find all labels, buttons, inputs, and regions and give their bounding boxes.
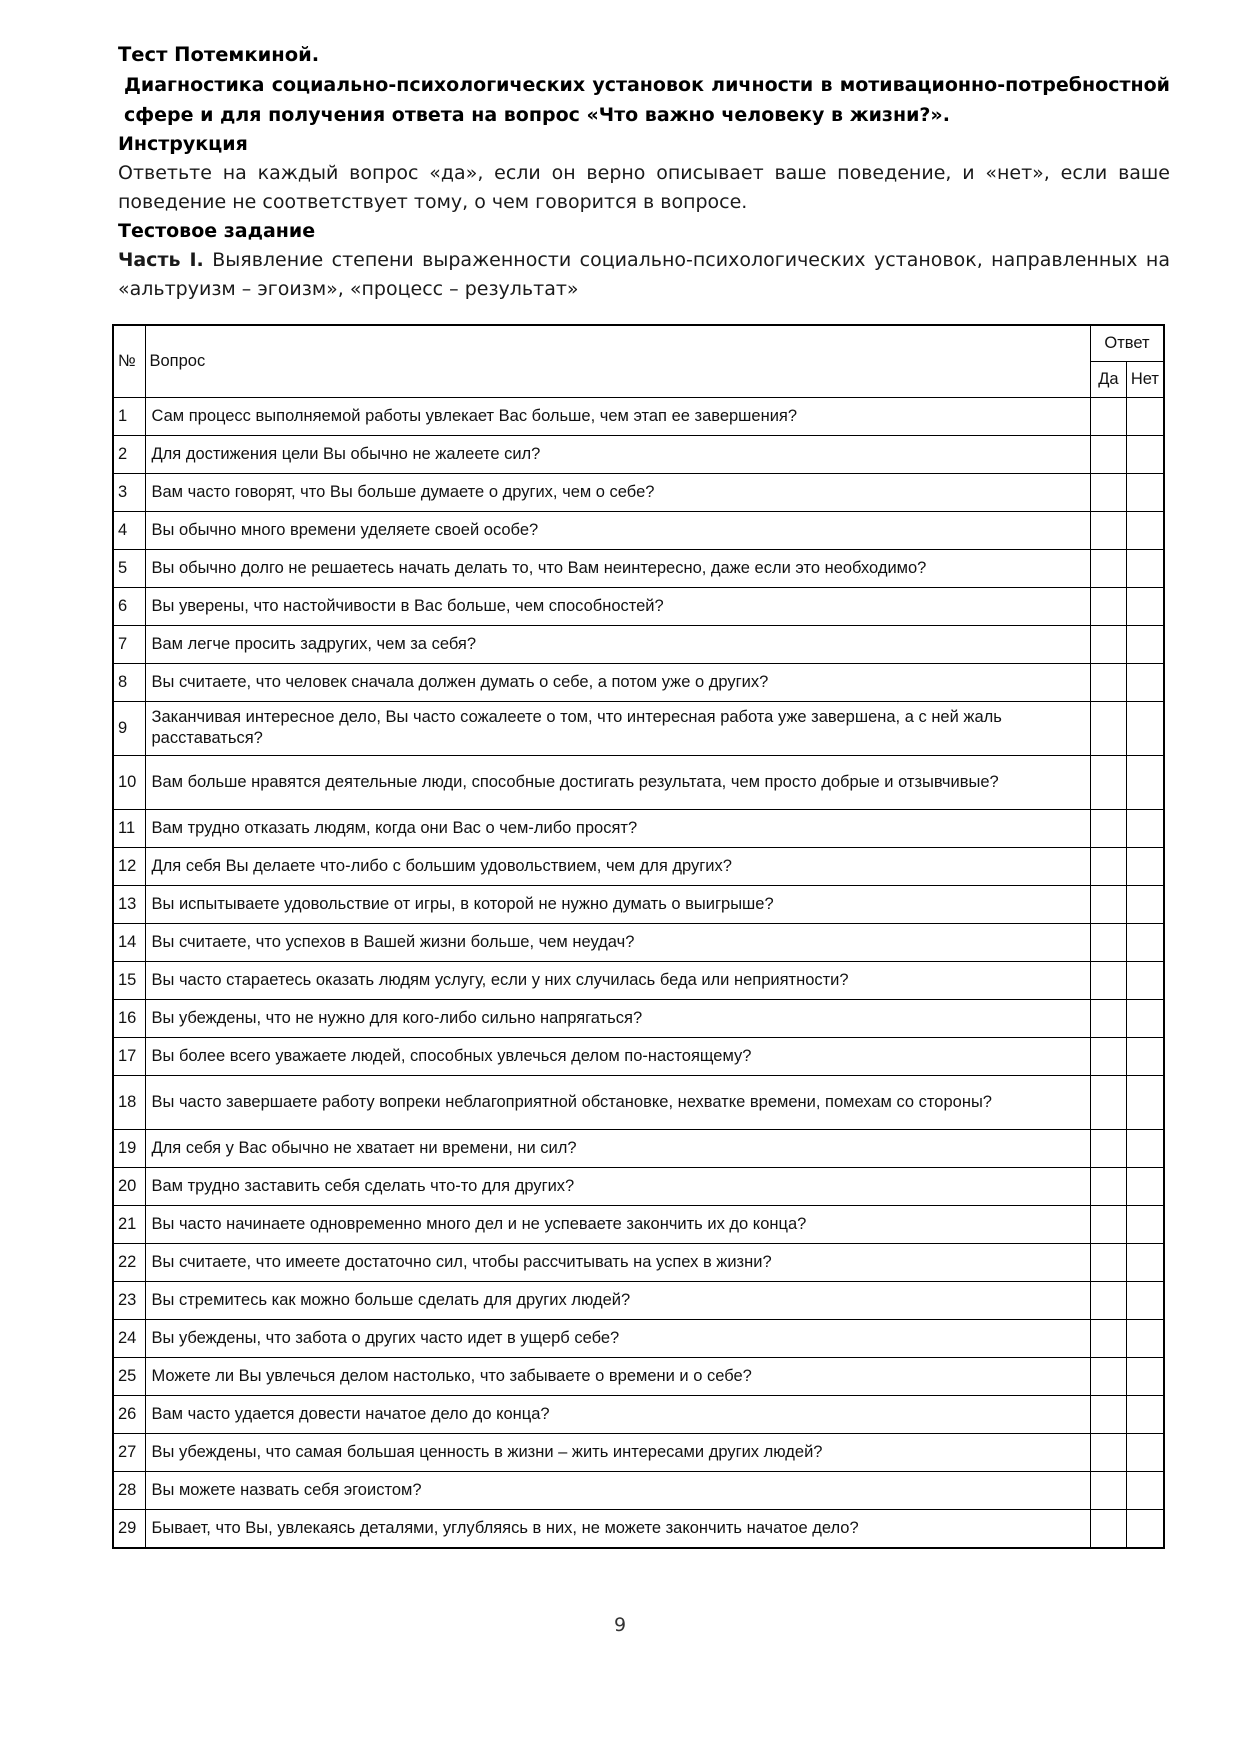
answer-no-cell[interactable] xyxy=(1126,809,1164,847)
answer-yes-cell[interactable] xyxy=(1090,1205,1126,1243)
table-row xyxy=(113,1075,1164,1129)
answer-no-cell[interactable] xyxy=(1126,473,1164,511)
answer-yes-cell[interactable] xyxy=(1090,1129,1126,1167)
table-row xyxy=(113,1395,1164,1433)
table-row xyxy=(113,625,1164,663)
question-number: 22 xyxy=(113,1243,145,1281)
answer-yes-cell[interactable] xyxy=(1090,809,1126,847)
table-row xyxy=(113,1281,1164,1319)
answer-yes-cell[interactable] xyxy=(1090,1509,1126,1548)
question-number: 27 xyxy=(113,1433,145,1471)
question-text: Вам трудно отказать людям, когда они Вас о чем-либо просят? xyxy=(145,809,1090,847)
question-number: 1 xyxy=(113,397,145,435)
answer-yes-cell[interactable] xyxy=(1090,1319,1126,1357)
table-row xyxy=(113,755,1164,809)
answer-no-cell[interactable] xyxy=(1126,885,1164,923)
question-text: Бывает, что Вы, увлекаясь деталями, углубляясь в них, не можете закончить начатое дело? xyxy=(145,1509,1090,1548)
question-number: 20 xyxy=(113,1167,145,1205)
answer-yes-cell[interactable] xyxy=(1090,1075,1126,1129)
table-row xyxy=(113,1037,1164,1075)
answer-yes-cell[interactable] xyxy=(1090,511,1126,549)
part-text: Выявление степени выраженности социально-психологических установок, направленных на «альтруизм – эгоизм», «процесс – результат» xyxy=(118,249,1170,300)
answer-yes-cell[interactable] xyxy=(1090,1167,1126,1205)
table-row xyxy=(113,1243,1164,1281)
question-number: 26 xyxy=(113,1395,145,1433)
question-number: 4 xyxy=(113,511,145,549)
question-number: 3 xyxy=(113,473,145,511)
question-number: 21 xyxy=(113,1205,145,1243)
question-text: Вам трудно заставить себя сделать что-то для других? xyxy=(145,1167,1090,1205)
answer-no-cell[interactable] xyxy=(1126,1037,1164,1075)
question-text: Сам процесс выполняемой работы увлекает Вас больше, чем этап ее завершения? xyxy=(145,397,1090,435)
question-text: Для себя Вы делаете что-либо с большим удовольствием, чем для других? xyxy=(145,847,1090,885)
table-row xyxy=(113,663,1164,701)
answer-no-cell[interactable] xyxy=(1126,701,1164,755)
question-text: Вы часто завершаете работу вопреки неблагоприятной обстановке, нехватке времени, помехам со стороны? xyxy=(145,1075,1090,1129)
document-header xyxy=(118,40,1170,304)
question-number: 18 xyxy=(113,1075,145,1129)
question-text: Для достижения цели Вы обычно не жалеете сил? xyxy=(145,435,1090,473)
question-number: 2 xyxy=(113,435,145,473)
question-number: 16 xyxy=(113,999,145,1037)
table-row xyxy=(113,1319,1164,1357)
question-text: Вам часто удается довести начатое дело до конца? xyxy=(145,1395,1090,1433)
question-text: Вы можете назвать себя эгоистом? xyxy=(145,1471,1090,1509)
question-text: Вы испытываете удовольствие от игры, в которой не нужно думать о выигрыше? xyxy=(145,885,1090,923)
table-row xyxy=(113,587,1164,625)
answer-no-cell[interactable] xyxy=(1126,847,1164,885)
table-row xyxy=(113,473,1164,511)
answer-yes-cell[interactable] xyxy=(1090,701,1126,755)
table-row xyxy=(113,397,1164,435)
document-subtitle: Диагностика социально-психологических установок личности в мотивационно-потребностной сфере и для получения ответа на вопрос «Что важно человеку в жизни?». xyxy=(124,74,1170,126)
header-number: № xyxy=(113,325,145,397)
answer-yes-cell[interactable] xyxy=(1090,435,1126,473)
table-row xyxy=(113,961,1164,999)
answer-no-cell[interactable] xyxy=(1126,397,1164,435)
header-yes: Да xyxy=(1090,361,1126,397)
question-text: Вы считаете, что успехов в Вашей жизни больше, чем неудач? xyxy=(145,923,1090,961)
question-number: 8 xyxy=(113,663,145,701)
table-row xyxy=(113,1357,1164,1395)
question-text: Вам легче просить задругих, чем за себя? xyxy=(145,625,1090,663)
table-row xyxy=(113,1167,1164,1205)
answer-yes-cell[interactable] xyxy=(1090,625,1126,663)
task-heading: Тестовое задание xyxy=(118,220,316,242)
answer-yes-cell[interactable] xyxy=(1090,587,1126,625)
table-row xyxy=(113,701,1164,755)
question-text: Можете ли Вы увлечься делом настолько, что забываете о времени и о себе? xyxy=(145,1357,1090,1395)
part-label: Часть I. xyxy=(118,249,204,271)
question-text: Вы более всего уважаете людей, способных увлечься делом по-настоящему? xyxy=(145,1037,1090,1075)
table-row xyxy=(113,1129,1164,1167)
answer-yes-cell[interactable] xyxy=(1090,1433,1126,1471)
table-row xyxy=(113,847,1164,885)
answer-yes-cell[interactable] xyxy=(1090,755,1126,809)
question-number: 11 xyxy=(113,809,145,847)
answer-no-cell[interactable] xyxy=(1126,1357,1164,1395)
questions-body xyxy=(113,397,1164,1548)
answer-no-cell[interactable] xyxy=(1126,1319,1164,1357)
answer-yes-cell[interactable] xyxy=(1090,549,1126,587)
answer-no-cell[interactable] xyxy=(1126,663,1164,701)
question-text: Вы уверены, что настойчивости в Вас больше, чем способностей? xyxy=(145,587,1090,625)
answer-no-cell[interactable] xyxy=(1126,549,1164,587)
question-text: Вы убеждены, что забота о других часто идет в ущерб себе? xyxy=(145,1319,1090,1357)
document-title: Тест Потемкиной. xyxy=(118,43,320,66)
header-answer: Ответ xyxy=(1090,325,1164,361)
answer-yes-cell[interactable] xyxy=(1090,1037,1126,1075)
answer-no-cell[interactable] xyxy=(1126,1243,1164,1281)
answer-no-cell[interactable] xyxy=(1126,625,1164,663)
answer-yes-cell[interactable] xyxy=(1090,999,1126,1037)
table-row xyxy=(113,1471,1164,1509)
table-row xyxy=(113,435,1164,473)
question-text: Вы убеждены, что не нужно для кого-либо сильно напрягаться? xyxy=(145,999,1090,1037)
page-number: 9 xyxy=(613,1614,627,1636)
table-row xyxy=(113,549,1164,587)
question-text: Вам часто говорят, что Вы больше думаете о других, чем о себе? xyxy=(145,473,1090,511)
answer-no-cell[interactable] xyxy=(1126,961,1164,999)
answer-yes-cell[interactable] xyxy=(1090,663,1126,701)
answer-yes-cell[interactable] xyxy=(1090,1281,1126,1319)
table-row xyxy=(113,999,1164,1037)
question-text: Вы обычно много времени уделяете своей особе? xyxy=(145,511,1090,549)
answer-yes-cell[interactable] xyxy=(1090,1357,1126,1395)
answer-no-cell[interactable] xyxy=(1126,1395,1164,1433)
answer-yes-cell[interactable] xyxy=(1090,1471,1126,1509)
answer-no-cell[interactable] xyxy=(1126,1205,1164,1243)
question-text: Вы часто начинаете одновременно много дел и не успеваете закончить их до конца? xyxy=(145,1205,1090,1243)
answer-yes-cell[interactable] xyxy=(1090,885,1126,923)
answer-yes-cell[interactable] xyxy=(1090,473,1126,511)
question-number: 7 xyxy=(113,625,145,663)
header-no: Нет xyxy=(1126,361,1164,397)
question-text: Вы стремитесь как можно больше сделать для других людей? xyxy=(145,1281,1090,1319)
table-row xyxy=(113,1433,1164,1471)
answer-no-cell[interactable] xyxy=(1126,587,1164,625)
question-number: 12 xyxy=(113,847,145,885)
question-number: 19 xyxy=(113,1129,145,1167)
question-text: Вы считаете, что человек сначала должен думать о себе, а потом уже о других? xyxy=(145,663,1090,701)
question-number: 6 xyxy=(113,587,145,625)
question-text: Вам больше нравятся деятельные люди, способные достигать результата, чем просто добрые и отзывчивые? xyxy=(145,755,1090,809)
header-question: Вопрос xyxy=(145,325,1090,397)
answer-yes-cell[interactable] xyxy=(1090,397,1126,435)
question-text: Для себя у Вас обычно не хватает ни времени, ни сил? xyxy=(145,1129,1090,1167)
table-row xyxy=(113,923,1164,961)
question-number: 5 xyxy=(113,549,145,587)
answer-no-cell[interactable] xyxy=(1126,1129,1164,1167)
answer-no-cell[interactable] xyxy=(1126,511,1164,549)
answer-no-cell[interactable] xyxy=(1126,1167,1164,1205)
instruction-heading: Инструкция xyxy=(118,133,248,155)
question-number: 9 xyxy=(113,701,145,755)
answer-no-cell[interactable] xyxy=(1126,1433,1164,1471)
answer-no-cell[interactable] xyxy=(1126,1281,1164,1319)
answer-yes-cell[interactable] xyxy=(1090,1243,1126,1281)
answer-no-cell[interactable] xyxy=(1126,755,1164,809)
answer-no-cell[interactable] xyxy=(1126,923,1164,961)
question-number: 28 xyxy=(113,1471,145,1509)
question-number: 10 xyxy=(113,755,145,809)
question-number: 17 xyxy=(113,1037,145,1075)
instruction-text: Ответьте на каждый вопрос «да», если он верно описывает ваше поведение, и «нет», если ваше поведение не соответствует тому, о чем говорится в вопросе. xyxy=(118,162,1170,213)
question-number: 14 xyxy=(113,923,145,961)
answer-no-cell[interactable] xyxy=(1126,1509,1164,1548)
question-text: Вы убеждены, что самая большая ценность в жизни – жить интересами других людей? xyxy=(145,1433,1090,1471)
question-number: 13 xyxy=(113,885,145,923)
question-text: Вы обычно долго не решаетесь начать делать то, что Вам неинтересно, даже если это необходимо? xyxy=(145,549,1090,587)
answer-no-cell[interactable] xyxy=(1126,435,1164,473)
answer-yes-cell[interactable] xyxy=(1090,1395,1126,1433)
question-number: 23 xyxy=(113,1281,145,1319)
table-row xyxy=(113,511,1164,549)
answer-yes-cell[interactable] xyxy=(1090,847,1126,885)
question-number: 29 xyxy=(113,1509,145,1548)
question-text: Вы часто стараетесь оказать людям услугу, если у них случилась беда или неприятности? xyxy=(145,961,1090,999)
table-row xyxy=(113,809,1164,847)
question-text: Вы считаете, что имеете достаточно сил, чтобы рассчитывать на успех в жизни? xyxy=(145,1243,1090,1281)
answer-yes-cell[interactable] xyxy=(1090,961,1126,999)
question-number: 24 xyxy=(113,1319,145,1357)
table-row xyxy=(113,885,1164,923)
table-row xyxy=(113,1205,1164,1243)
question-text: Заканчивая интересное дело, Вы часто сожалеете о том, что интересная работа уже завершена, а с ней жаль расставаться? xyxy=(145,701,1090,755)
part-description xyxy=(118,246,1170,304)
answer-no-cell[interactable] xyxy=(1126,1471,1164,1509)
answer-yes-cell[interactable] xyxy=(1090,923,1126,961)
answer-no-cell[interactable] xyxy=(1126,999,1164,1037)
table-row xyxy=(113,1509,1164,1548)
questions-table xyxy=(112,324,1165,1549)
question-number: 15 xyxy=(113,961,145,999)
answer-no-cell[interactable] xyxy=(1126,1075,1164,1129)
question-number: 25 xyxy=(113,1357,145,1395)
